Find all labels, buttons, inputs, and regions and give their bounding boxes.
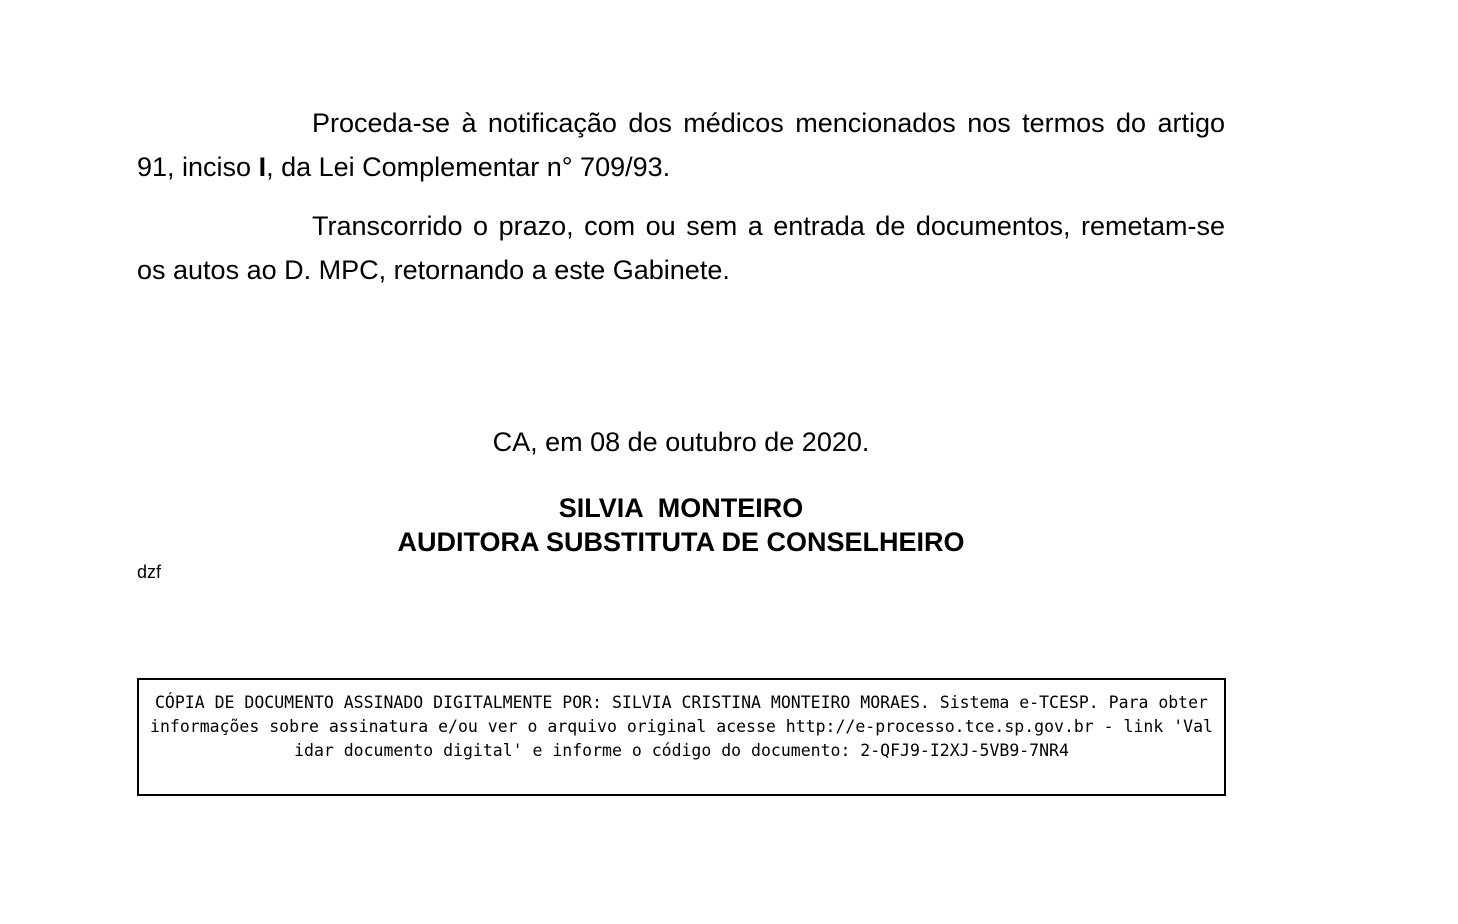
signer-role: AUDITORA SUBSTITUTA DE CONSELHEIRO <box>397 527 965 557</box>
paragraph1-text-start: Proceda-se à notificação dos médicos mencionados nos termos do artigo 91, inciso <box>137 108 1225 182</box>
digital-signature-text: CÓPIA DE DOCUMENTO ASSINADO DIGITALMENTE POR: SILVIA CRISTINA MONTEIRO MORAES. Sistema e-TCESP. Para obter informações sobre assinatura e/ou ver o arquivo original acesse http://e-processo.tce.sp.gov.br - link 'Validar documento digital' e informe o código do documento: 2-QFJ9-I2XJ-5VB9-7NR4 <box>150 693 1213 760</box>
paragraph1-text-end: , da Lei Complementar n° 709/93. <box>266 152 671 182</box>
author-initials: dzf <box>137 562 162 582</box>
digital-signature-stamp <box>137 678 1226 796</box>
notification-paragraph <box>137 101 1225 189</box>
signer-name: SILVIA MONTEIRO <box>558 493 804 523</box>
paragraph1-bold-text: I <box>258 152 267 182</box>
date-line: CA, em 08 de outubro de 2020. <box>492 427 870 457</box>
deadline-paragraph: Transcorrido o prazo, com ou sem a entrada de documentos, remetam-se os autos ao D. MPC, retornando a este Gabinete. <box>137 211 1225 285</box>
